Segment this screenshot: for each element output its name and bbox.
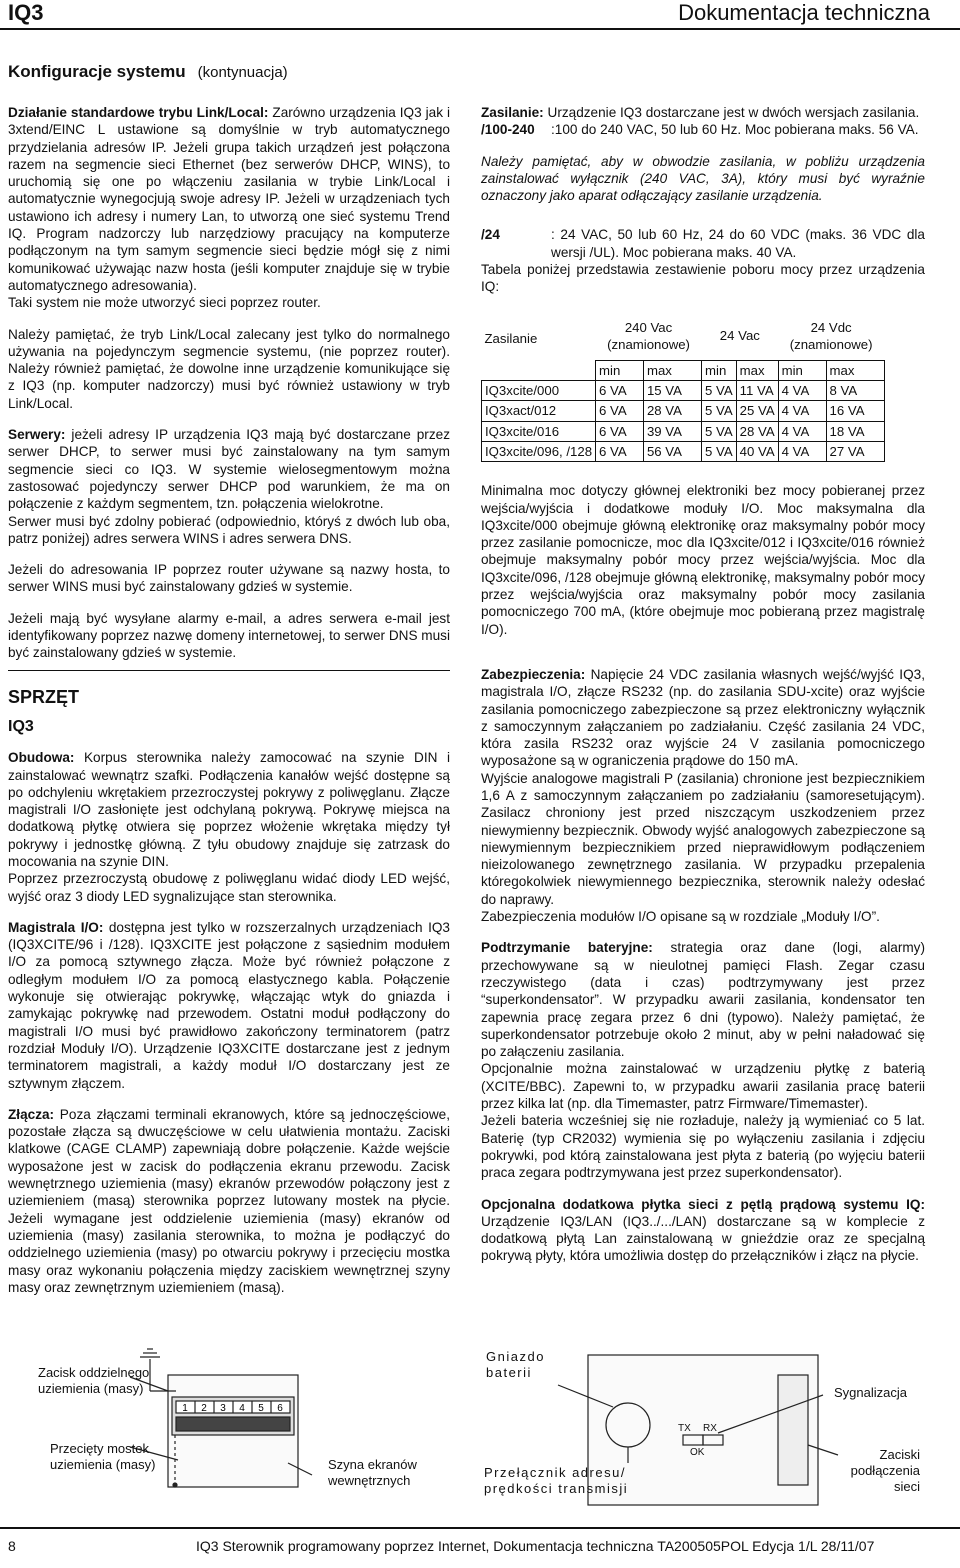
table-cell: 6 VA bbox=[596, 421, 644, 441]
paragraph-dns: Jeżeli mają być wysyłane alarmy e-mail, a adres serwera e-mail jest identyfikowany poprzez nazwę domeny internetowej, to serwer DNS musi być zainstalowany gdzieś w systemie. bbox=[8, 610, 450, 661]
table-subheader: min bbox=[702, 360, 737, 380]
terminal-number: 5 bbox=[258, 1403, 264, 1414]
paragraph-wins: Jeżeli do adresowania IP poprzez router używane są nazwy hosta, to serwer WINS musi być zainstalowany gdzieś w systemie. bbox=[8, 562, 450, 595]
table-row bbox=[482, 441, 885, 461]
table-group-header: 24 Vdc (znamionowe) bbox=[789, 319, 873, 352]
header-product: IQ3 bbox=[8, 0, 44, 25]
table-cell: 56 VA bbox=[643, 441, 701, 461]
table-cell bbox=[482, 360, 596, 380]
label-shield-bar: Szyna ekranów wewnętrznych bbox=[328, 1457, 417, 1488]
table-cell: 5 VA bbox=[702, 421, 737, 441]
power-table bbox=[481, 318, 885, 463]
section-subtitle: (kontynuacja) bbox=[197, 64, 288, 81]
table-subheader: min bbox=[596, 360, 644, 380]
paragraph-text: strategia oraz dane (logi, alarmy) przechowywane są w nieulotnej pamięci Flash. Zegar czasu rzeczywistego (data i czas) podtrzymywany jest przez “superkondensator”. W przypadku awarii zasilania, kondensator ten zapewnia pracę zegara przez 6 dni (typowo). Należy pamiętać, że superkondensator potrzebuje około 2 minut, aby w pełni naładować się po załączeniu zasilania. bbox=[481, 940, 925, 1060]
table-header-row bbox=[482, 318, 885, 355]
label-address-switch: Przełącznik adresu/ prędkości transmisji bbox=[484, 1465, 629, 1496]
page-header bbox=[0, 0, 960, 32]
paragraph-lead: Zasilanie: bbox=[481, 105, 544, 120]
table-cell: 4 VA bbox=[778, 421, 826, 441]
label-cut-bridge: Przecięty mostek uziemienia (masy) bbox=[50, 1441, 156, 1472]
paragraph-battery bbox=[481, 939, 925, 1060]
table-cell: 5 VA bbox=[702, 381, 737, 401]
section-heading: Konfiguracje systemu bbox=[8, 62, 186, 81]
section-title bbox=[8, 62, 288, 82]
paragraph-protection bbox=[481, 666, 925, 770]
earthing-diagram bbox=[0, 1335, 470, 1525]
table-cell: 6 VA bbox=[596, 441, 644, 461]
paragraph-lead: Serwery: bbox=[8, 427, 66, 443]
table-row bbox=[482, 401, 885, 421]
table-cell: 28 VA bbox=[643, 401, 701, 421]
paragraph-text: Korpus sterownika należy zamocować na szynie DIN i zainstalować wewnątrz szafki. Podłączenia kanałów wejść dostępne są po odchyleniu wkrętakiem przezroczystej pokrywy z poliwęglanu. Złącze magistrali I/O zasłonięte jest odchylaną pokrywą. Pokrywę miejsca na dodatkową płytkę otwiera się poprzez włożenie wkrętaka między tył pokrywy i jednostkę główną. Z tyłu obudowy znajduje się zatrzask do mocowania na szynie DIN. bbox=[8, 750, 450, 869]
terminal-number: 6 bbox=[277, 1403, 283, 1414]
paragraph-text: dostępna jest tylko w rozszerzalnych urządzeniach IQ3 (IQ3XCITE/96 i /128). IQ3XCITE jest połączone z sąsiednim modułem I/O za pomocą sztywnego złącza. Może być również połączone z odległym modułem I/O za pomocą elastycznego kabla. Połączenie wykonuje się otwierając pokrywkę, włączając wtyk do gniazda i zamykając pokrywkę nad przewodem. Ostatni moduł podłączony do magistrali I/O musi być prawidłowo zakończony terminatorem (patrz rozdział Moduły I/O). Urządzenie IQ3XCITE dostarczane jest z jednym terminatorem magistrali, a każdy moduł I/O dostarczany jest ze sztywnym złączem. bbox=[8, 919, 450, 1091]
version-key: /100-240 bbox=[481, 122, 535, 138]
header-doc-type: Dokumentacja techniczna bbox=[678, 0, 930, 25]
table-cell: 4 VA bbox=[778, 441, 826, 461]
paragraph-protection-io: Zabezpieczenia modułów I/O opisane są w rozdziale „Moduły I/O”. bbox=[481, 909, 880, 925]
paragraph-protection-fuses: Wyjście analogowe magistrali P (zasilania) chronione jest bezpiecznikiem 1,6 A z samoczynnym załączaniem po zadziałaniu (samoresetującym). Zasilacz chroniony jest przed niszczącym uszkodzeniem przez niewymienny bezpiecznik. Obwody wyjść analogowych zabezpieczone są niewymiennym bezpiecznikiem przed nieprawidłowym podłączeniem nieizolowanego zewnętrznego zasilania. W przypadku przepalenia któregokolwiek niewymiennego bezpiecznika, sterownik należy odesłać do naprawy. bbox=[481, 770, 925, 907]
paragraph-lead: Podtrzymanie bateryjne: bbox=[481, 940, 653, 956]
paragraph-link-local bbox=[8, 104, 450, 294]
paragraph-router-note: Taki system nie może utworzyć sieci poprzez router. bbox=[8, 295, 321, 311]
paragraph-min-power: Minimalna moc dotyczy głównej elektroniki bez mocy pobieranej przez wejścia/wyjścia i dodatkowe moduły I/O. Moc maksymalna dla IQ3xcite/000 obejmuje główną elektronikę oraz maksymalny pobór mocy przez zasilanie pomocnicze, moc dla IQ3xcite/012 i IQ3xcite/016 również obejmuje maksymalny pobór mocy przez wejścia/wyjścia. Moc dla IQ3xcite/096, /128 obejmuje główną elektronikę, maksymalny pobór mocy przez wejścia/wyjścia oraz maksymalny pobór mocy zasilania pomocniczego 700 mA, (które obejmuje moc pobieraną przez magistralę I/O). bbox=[481, 483, 925, 637]
paragraph-battery-replace: Jeżeli bateria wcześniej się nie rozładuje, należy ją wymieniać co 5 lat. Baterię (typ CR2032) wymienia się po wyłączeniu zasilania i zdjęciu pokrywki, pod którą zainstalowana jest płyta z baterią (po wyjęciu baterii praca zegara podtrzymywana jest przez superkondensator). bbox=[481, 1113, 925, 1181]
paragraph-lan-option bbox=[481, 1196, 925, 1265]
table-subheader: min bbox=[778, 360, 826, 380]
table-cell: IQ3xact/012 bbox=[482, 401, 596, 421]
table-cell: IQ3xcite/096, /128 bbox=[482, 441, 596, 461]
version-key: /24 bbox=[481, 227, 500, 243]
label-network-terminals: Zaciski podłączenia sieci bbox=[850, 1447, 920, 1494]
table-cell: 40 VA bbox=[736, 441, 778, 461]
paragraph-supply bbox=[481, 104, 925, 121]
table-row bbox=[482, 421, 885, 441]
paragraph-text: jeżeli adresy IP urządzenia IQ3 mają być dostarczane przez serwer DHCP, to serwer musi być zainstalowany na tym samym segmencie sieci co IQ3. W systemie wielosegmentowym można zastosować pojedynczy serwer DHCP pod warunkiem, że ma on połączenie z każdym segmentem, tzn. połączenia wielokrotne. bbox=[8, 427, 450, 512]
paragraph-lead: Zabezpieczenia: bbox=[481, 666, 586, 682]
paragraph-text: Urządzenie IQ3/LAN (IQ3../.../LAN) dostarczane są w komplecie z dodatkową płytą Lan zainstalowaną w gnieździe oraz ze specjalną pokrywą płyty, która umożliwia dostęp do przełączników i złącz na płycie. bbox=[481, 1213, 925, 1264]
footer-rule bbox=[0, 1527, 960, 1529]
paragraph-servers-wins-dns: Serwer musi być zdolny pobierać (odpowiednio, któryś z dwóch lub oba, patrz poniżej) adres serwera WINS i adres serwera DNS. bbox=[8, 513, 450, 546]
paragraph-lead: Opcjonalna dodatkowa płytka sieci z pętlą prądową systemu IQ: bbox=[481, 1196, 925, 1212]
version-value: : 24 VAC, 50 lub 60 Hz, 24 do 60 VDC (maks. 36 VDC dla wersji /UL). Moc pobierana maks. 40 VA. bbox=[551, 227, 925, 260]
table-subheader-row bbox=[482, 360, 885, 380]
table-group-header: 240 Vac (znamionowe) bbox=[607, 319, 690, 352]
table-cell: IQ3xcite/000 bbox=[482, 381, 596, 401]
paragraph-text: Poza złączami terminali ekranowych, które są jednoczęściowe, pozostałe złącza są dwuczęściowe w celu ułatwienia montażu. Zaciski klatkowe (CAGE CLAMP) zapewniają dobre połączenie. Każde wejście wyposażone jest w zacisk do podłączenia ekranu przewodu. Zacisk wewnętrznego uziemienia (masy) ekranów przewodów połączony jest z uziemieniem (masą) sterownika poprzez lutowany mostek na płycie. Jeżeli wymagane jest oddzielenie uziemienia (masy) ekranów od uziemienia (masy) zasilania sterownika, to można je podłączyć do oddzielnego uziemienia (masy) po otwarciu pokrywy i przecięciu mostka masy oraz wykonaniu połączenia między zaciskiem wewnętrznej szyny masy oraz zewnętrznym uziemieniem (masą). bbox=[8, 1106, 450, 1295]
label-battery-socket: Gniazdo baterii bbox=[486, 1349, 545, 1380]
right-column bbox=[481, 104, 925, 1279]
table-subheader: max bbox=[826, 360, 884, 380]
table-cell: 15 VA bbox=[643, 381, 701, 401]
label-rx: RX bbox=[703, 1423, 717, 1434]
label-ok: OK bbox=[690, 1447, 705, 1458]
table-cell: 8 VA bbox=[826, 381, 884, 401]
paragraph-io-bus bbox=[8, 919, 450, 1092]
paragraph-breaker-warning: Należy pamiętać, aby w obwodzie zasilania, w pobliżu urządzenia zainstalować wyłącznik (240 VAC, 3A), który musi być wyraźnie oznaczony jako aparat odłączający zasilanie urządzenia. bbox=[481, 153, 925, 204]
paragraph-lead: Obudowa: bbox=[8, 750, 75, 766]
terminal-number: 3 bbox=[220, 1403, 226, 1414]
supply-version-24 bbox=[481, 226, 925, 261]
section-divider bbox=[8, 670, 450, 671]
table-cell: 16 VA bbox=[826, 401, 884, 421]
terminal-number: 4 bbox=[239, 1403, 245, 1414]
paragraph-lead: Złącza: bbox=[8, 1106, 55, 1122]
paragraph-text: Zarówno urządzenia IQ3 jak i 3xtend/EINC L ustawione są domyślnie w tryb automatycznego przydzielania adresów IP. Jeżeli grupa takich urządzeń jest połączona razem na segmencie sieci Ethernet (bez serwerów DHCP, WINS), to uruchomią się one po włączeniu zasilania w trybie Link/Local i automatycznie wynegocjują swoje adresy IP. Jeżeli w urządzeniach tych ustawiono ich adresy i numery Lan, to utworzą one sieć systemu Trend IQ. Program nadzorczy lub narzędziowy pracujący na komputerze podłączonym na tym samym segmencie sieci będzie mógł się z nimi komunikować używając nazw hosta (jeśli komputer znajduje się w trybie automatycznego adresowania). bbox=[8, 105, 450, 293]
version-value: :100 do 240 VAC, 50 lub 60 Hz. Moc pobierana maks. 56 VA. bbox=[551, 122, 919, 138]
terminal-number: 1 bbox=[182, 1403, 188, 1414]
paragraph-lead: Magistrala I/O: bbox=[8, 919, 104, 935]
paragraph-lead: Działanie standardowe trybu Link/Local: bbox=[8, 105, 269, 120]
table-cell: 27 VA bbox=[826, 441, 884, 461]
paragraph-battery-option: Opcjonalnie można zainstalować w urządzeniu płytkę z baterią (XCITE/BBC). Zapewni to, w przypadku awarii zasilania pracę baterii przez kilka lat (np. dla Timemaster, patrz Firmware/Timemaster). bbox=[481, 1061, 925, 1112]
header-rule bbox=[0, 28, 960, 30]
footer-text: IQ3 Sterownik programowany poprzez Internet, Dokumentacja techniczna TA200505POL Edycja 1/L 28/11/07 bbox=[196, 1538, 875, 1554]
paragraph-housing bbox=[8, 749, 450, 870]
table-group-header: 24 Vac bbox=[719, 328, 760, 344]
table-row bbox=[482, 381, 885, 401]
table-cell: 4 VA bbox=[778, 381, 826, 401]
table-subheader: max bbox=[643, 360, 701, 380]
table-cell: 18 VA bbox=[826, 421, 884, 441]
label-separate-earth: Zacisk oddzielnego uziemienia (masy) bbox=[38, 1365, 150, 1396]
paragraph-text: Napięcie 24 VDC zasilania własnych wejść/wyjść IQ3, magistrala I/O, złącze RS232 (np. do zasilania SDU-xcite) oraz wyjście zasilania pomocniczego zabezpieczone są przez elektroniczny wyłącznik z samoczynnym załączaniem po zadziałaniu. Część zasilania 24 VDC, która zasila RS232 oraz wyjście 24 V zasilania pomocniczego wyposażone są w ograniczenia prądowe do 150 mA. bbox=[481, 666, 925, 769]
table-subheader: max bbox=[736, 360, 778, 380]
table-cell: 11 VA bbox=[736, 381, 778, 401]
table-cell: 28 VA bbox=[736, 421, 778, 441]
table-cell: IQ3xcite/016 bbox=[482, 421, 596, 441]
supply-version-240 bbox=[481, 121, 925, 138]
table-cell: 4 VA bbox=[778, 401, 826, 421]
paragraph-text: Urządzenie IQ3 dostarczane jest w dwóch wersjach zasilania. bbox=[543, 105, 920, 120]
iq3-heading: IQ3 bbox=[8, 717, 34, 735]
earthing-drawing bbox=[0, 1335, 470, 1525]
label-signalling: Sygnalizacja bbox=[834, 1385, 907, 1400]
table-cell: 5 VA bbox=[702, 441, 737, 461]
table-cell: 39 VA bbox=[643, 421, 701, 441]
hardware-heading: SPRZĘT bbox=[8, 686, 80, 707]
terminal-number: 2 bbox=[201, 1403, 207, 1414]
table-cell: 5 VA bbox=[702, 401, 737, 421]
paragraph-link-local-note: Należy pamiętać, że tryb Link/Local zalecany jest tylko do normalnego używania na pojedynczym segmencie systemu, (nie poprzez router). Należy również pamiętać, że dowolne inne urządzenie komunikujące się z IQ3 (np. komputer nadzorczy) musi być również ustawiony w tryb Link/Local. bbox=[8, 326, 450, 411]
table-cell: 25 VA bbox=[736, 401, 778, 421]
paragraph-servers bbox=[8, 426, 450, 512]
table-corner: Zasilanie bbox=[484, 331, 538, 347]
label-tx: TX bbox=[678, 1423, 691, 1434]
lan-board-diagram bbox=[478, 1335, 948, 1525]
table-cell: 6 VA bbox=[596, 401, 644, 421]
table-cell: 6 VA bbox=[596, 381, 644, 401]
paragraph-connectors bbox=[8, 1106, 450, 1296]
paragraph-table-intro: Tabela poniżej przedstawia zestawienie poboru mocy przez urządzenia IQ: bbox=[481, 262, 925, 295]
left-column bbox=[8, 104, 450, 1310]
page-number: 8 bbox=[8, 1538, 16, 1554]
paragraph-housing-leds: Poprzez przezroczystą obudowę z poliwęglanu widać diody LED wejść, wyjść oraz 3 diody LED sygnalizujące stan sterownika. bbox=[8, 871, 450, 904]
